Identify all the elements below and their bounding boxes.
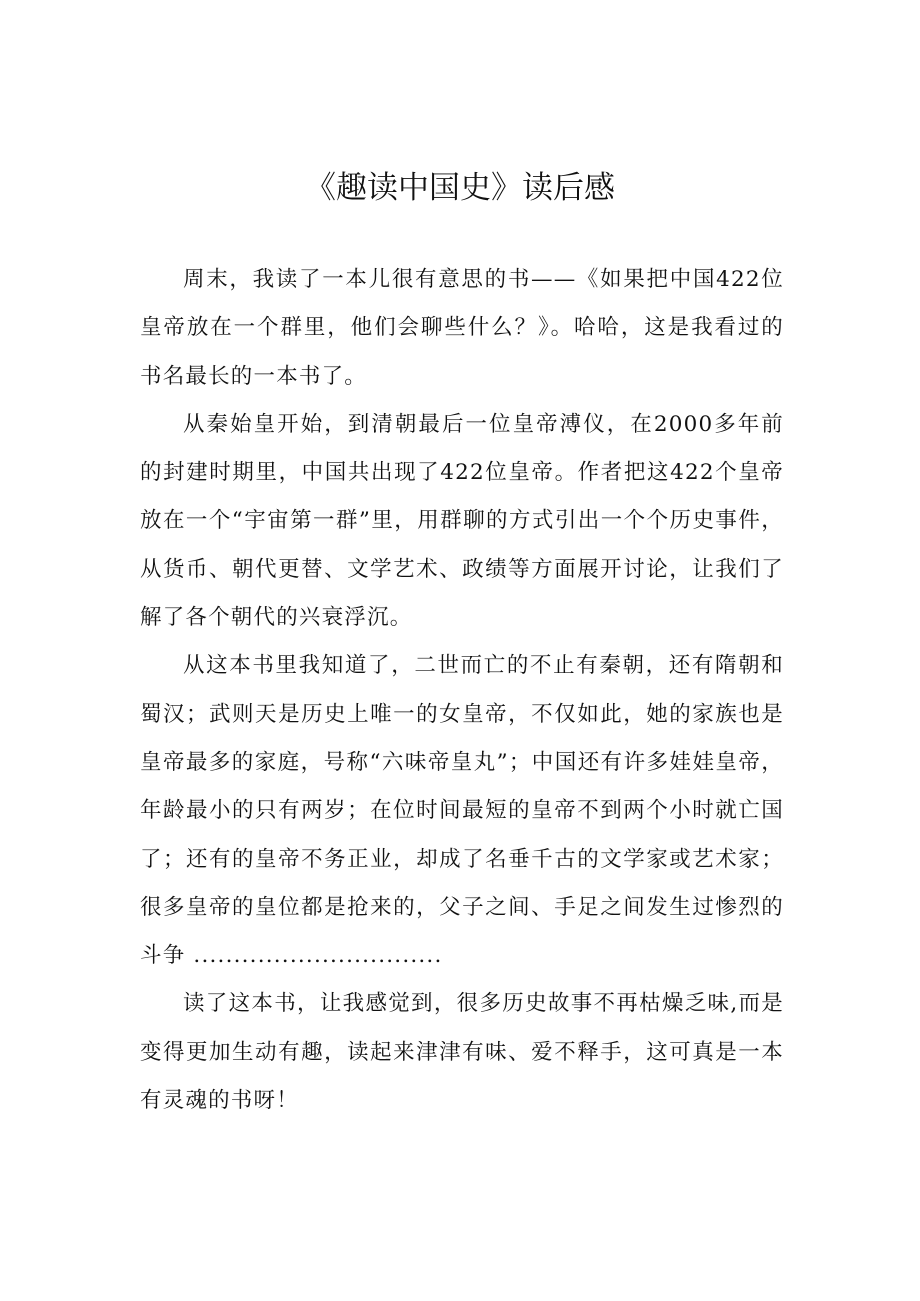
paragraph-conclusion: 读了这本书，让我感觉到，很多历史故事不再枯燥乏味,而是变得更加生动有趣，读起来津津有味、爱不释手，这可真是一本有灵魂的书呀！ [140, 991, 784, 1114]
paragraph-facts-learned: 从这本书里我知道了，二世而亡的不止有秦朝，还有隋朝和蜀汉；武则天是历史上唯一的女皇帝，不仅如此，她的家族也是皇帝最多的家庭，号称“六味帝皇丸”；中国还有许多娃娃皇帝，年龄最小的只有两岁；在位时间最短的皇帝不到两个小时就亡国了；还有的皇帝不务正业，却成了名垂千古的文学家或艺术家；很多皇帝的皇位都是抢来的，父子之间、手足之间发生过惨烈的斗争 ............................... [140, 653, 784, 969]
document-title: 《趣读中国史》读后感 [305, 170, 615, 206]
paragraph-intro: 周末，我读了一本儿很有意思的书——《如果把中国422位皇帝放在一个群里，他们会聊些什么？》。哈哈，这是我看过的书名最长的一本书了。 [140, 267, 784, 389]
document-body [140, 256, 784, 1125]
paragraph-emperors-overview: 从秦始皇开始，到清朝最后一位皇帝溥仪，在2000多年前的封建时期里，中国共出现了422位皇帝。作者把这422个皇帝放在一个“宇宙第一群”里，用群聊的方式引出一个个历史事件，从货币、朝代更替、文学艺术、政绩等方面展开讨论，让我们了解了各个朝代的兴衰浮沉。 [140, 411, 784, 631]
